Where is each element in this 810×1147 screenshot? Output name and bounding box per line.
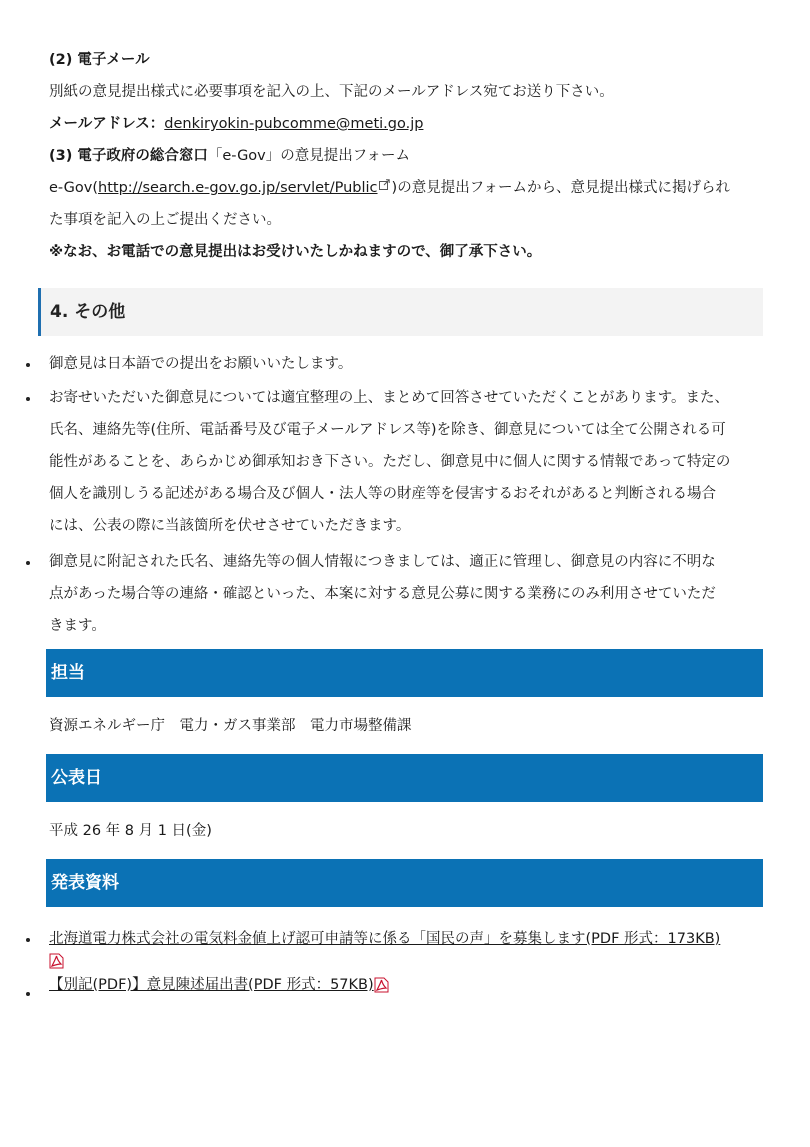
egov-heading-main: (3) 電子政府の総合窓口 <box>49 148 208 164</box>
egov-line-1 <box>49 178 730 198</box>
egov-line-2: た事項を記入の上ご提出ください。 <box>49 212 281 228</box>
document-link-2-row <box>49 975 389 995</box>
other-bullet-3-line-3: きます。 <box>49 618 106 634</box>
document-link-1[interactable]: 北海道電力株式会社の電気料金値上げ認可申請等に係る「国民の声」を募集します(PDF 形式：173KB) <box>49 931 721 947</box>
phone-notice: ※なお、お電話での意見提出はお受けいたしかねますので、御了承下さい。 <box>49 244 542 260</box>
pdf-icon[interactable] <box>49 953 64 969</box>
email-address-link[interactable]: denkiryokin-pubcomme@meti.go.jp <box>164 116 424 132</box>
document-link-1-row <box>49 929 720 949</box>
bullet-3 <box>26 561 30 565</box>
section-band-shiryo <box>46 859 763 907</box>
section-band-tanto-text: 担当 <box>51 663 85 683</box>
pdf-icon[interactable] <box>374 977 389 993</box>
egov-prefix: e-Gov( <box>49 180 99 196</box>
other-bullet-2-line-2: 氏名、連絡先等(住所、電話番号及び電子メールアドレス等)を除き、御意見については全て公開される可 <box>49 422 726 438</box>
egov-suffix: )の意見提出フォームから、意見提出様式に掲げられ <box>391 180 730 196</box>
koohyo-date: 平成 26 年 8 月 1 日(金) <box>49 823 212 839</box>
other-bullet-1-line-1: 御意見は日本語での提出をお願いいたします。 <box>49 356 353 372</box>
section-band-koohyo-text: 公表日 <box>51 768 102 788</box>
other-bullet-3-line-1: 御意見に附記された氏名、連絡先等の個人情報につきましては、適正に管理し、御意見の内容に不明な <box>49 554 716 570</box>
bullet-1 <box>26 363 30 367</box>
section-heading-other <box>38 288 763 336</box>
document-link-1-icon-row <box>49 951 64 971</box>
email-heading: (2) 電子メール <box>49 52 150 68</box>
section-band-tanto <box>46 649 763 697</box>
bullet-2 <box>26 397 30 401</box>
document-link-2[interactable]: 【別記(PDF)】意見陳述届出書(PDF 形式：57KB) <box>49 977 374 993</box>
email-instructions: 別紙の意見提出様式に必要事項を記入の上、下記のメールアドレス宛てお送り下さい。 <box>49 84 614 100</box>
other-bullet-2-line-5: には、公表の際に当該箇所を伏せさせていただきます。 <box>49 518 411 534</box>
bullet-4 <box>26 938 30 942</box>
email-address-row <box>49 114 423 134</box>
section-heading-other-text: 4. その他 <box>50 302 126 322</box>
section-band-koohyo <box>46 754 763 802</box>
section-band-shiryo-text: 発表資料 <box>51 873 119 893</box>
egov-heading <box>49 146 410 166</box>
egov-heading-suffix: 「e-Gov」の意見提出フォーム <box>207 148 411 164</box>
other-bullet-2-line-4: 個人を識別しうる記述がある場合及び個人・法人等の財産等を侵害するおそれがあると判断される場合 <box>49 486 716 502</box>
other-bullet-3-line-2: 点があった場合等の連絡・確認といった、本案に対する意見公募に関する業務にのみ利用させていただ <box>49 586 716 602</box>
email-address-label: メールアドレス： <box>49 116 165 132</box>
other-bullet-2-line-3: 能性があることを、あらかじめ御承知おき下さい。ただし、御意見中に個人に関する情報であって特定の <box>49 454 731 470</box>
external-link-icon[interactable] <box>379 179 390 190</box>
bullet-5 <box>26 992 30 996</box>
egov-url-link[interactable]: http://search.e-gov.go.jp/servlet/Public <box>98 180 378 196</box>
other-bullet-2-line-1: お寄せいただいた御意見については適宜整理の上、まとめて回答させていただくことがあります。また、 <box>49 390 730 406</box>
tanto-text: 資源エネルギー庁 電力・ガス事業部 電力市場整備課 <box>49 718 412 734</box>
